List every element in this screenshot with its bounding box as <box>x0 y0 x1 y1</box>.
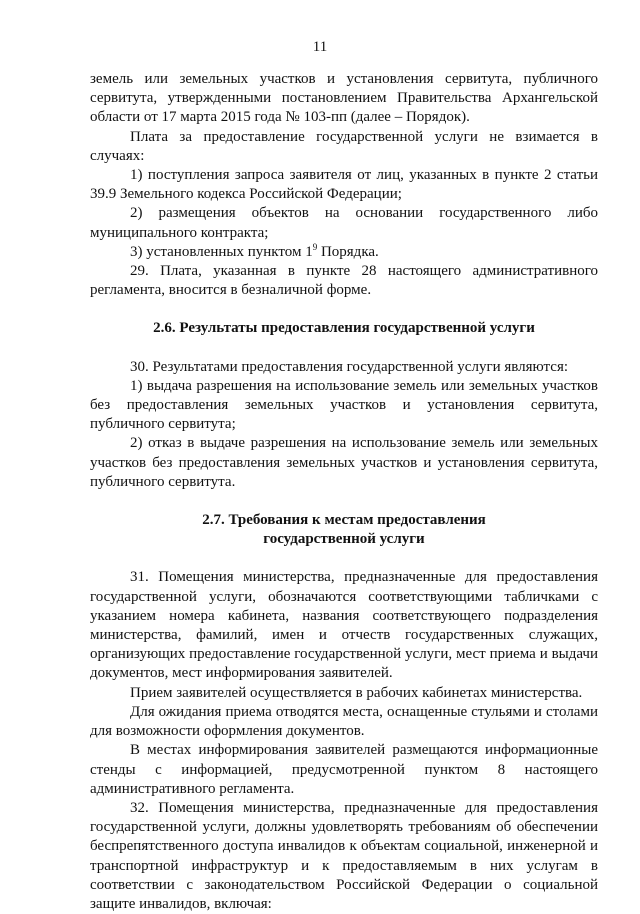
paragraph-29: 29. Плата, указанная в пункте 28 настоящего административного регламента, вносится в безналичной форме. <box>90 263 598 299</box>
paragraph-continuation: земель или земельных участков и установления сервитута, публичного сервитута, утвержденными постановлением Правительства Архангельской области от 17 марта 2015 года № 103-пп (далее – Порядок). <box>90 71 598 126</box>
document-body <box>90 70 598 914</box>
paragraph-reception: Прием заявителей осуществляется в рабочих кабинетах министерства. <box>130 684 583 701</box>
paragraph-30: 30. Результатами предоставления государственной услуги являются: <box>130 358 569 375</box>
fee-case-3-text: 3) установленных пунктом 1 <box>130 243 313 260</box>
result-2: 2) отказ в выдаче разрешения на использование земель или земельных участков без предоставления земельных участков и установления сервитута, публичного сервитута. <box>90 435 598 490</box>
fee-case-2: 2) размещения объектов на основании государственного либо муниципального контракта; <box>90 205 598 241</box>
paragraph-info-stands: В местах информирования заявителей размещаются информационные стенды с информацией, предусмотренной пунктом 8 настоящего административного регламента. <box>90 742 598 797</box>
paragraph-fee: Плата за предоставление государственной услуги не взимается в случаях: <box>90 128 598 164</box>
fee-case-1: 1) поступления запроса заявителя от лиц, указанных в пункте 2 статьи 39.9 Земельного кодекса Российской Федерации; <box>90 167 598 203</box>
paragraph-waiting: Для ожидания приема отводятся места, оснащенные стульями и столами для возможности оформления документов. <box>90 703 598 740</box>
result-1: 1) выдача разрешения на использование земель или земельных участков без предоставления земельных участков и установления сервитута, публичного сервитута; <box>90 377 598 433</box>
paragraph-31: 31. Помещения министерства, предназначенные для предоставления государственной услуги, обозначаются соответствующими табличками с указанием номера кабинета, названия соответствующего подразделения министерства, фамилий, имен и отчеств государственных служащих, организующих предоставление государственной услуги, мест приема и выдачи документов, мест информирования заявителей. <box>90 569 598 682</box>
paragraph-32: 32. Помещения министерства, предназначенные для предоставления государственной услуги, должны удовлетворять требованиям об обеспечении беспрепятственного доступа инвалидов к объектам социальной, инженерной и транспортной инфраструктур и к предоставляемым в них услугам в соответствии с законодательством Российской Федерации о социальной защите инвалидов, включая: <box>90 799 598 912</box>
fee-case-3-superscript: 9 <box>312 241 318 252</box>
fee-case-3-tail: Порядка. <box>317 243 379 260</box>
section-heading-2-7-line-2: государственной услуги <box>263 531 425 548</box>
page-number: 11 <box>312 39 328 55</box>
section-heading-2-7 <box>90 511 598 549</box>
section-heading-2-6: 2.6. Результаты предоставления государственной услуги <box>153 320 535 337</box>
fee-case-3 <box>90 243 598 262</box>
section-heading-2-7-line-1: 2.7. Требования к местам предоставления <box>202 512 486 529</box>
